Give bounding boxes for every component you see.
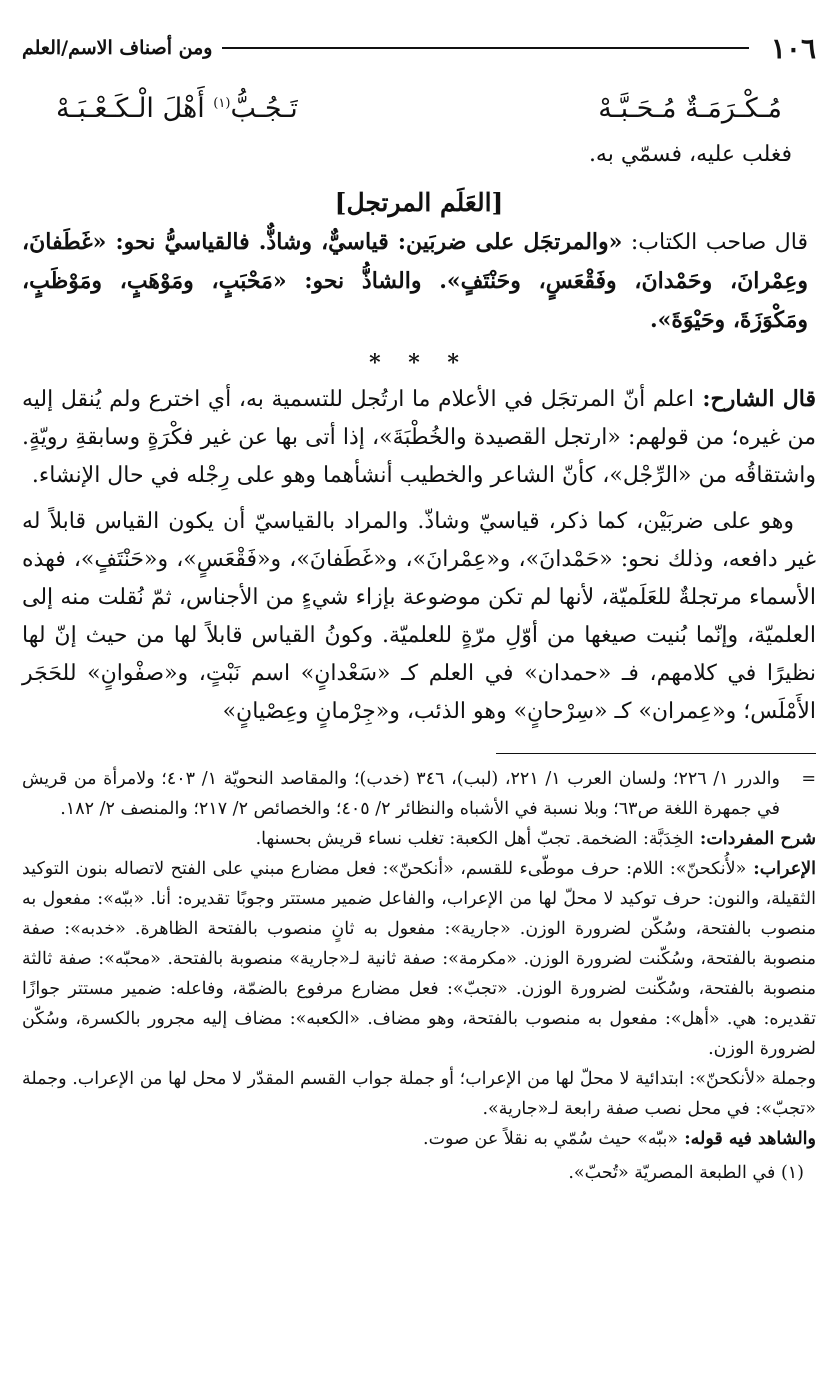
footnote-ref-1[interactable]: (١) <box>213 95 231 111</box>
irab-text: «لأُنكحنّ»: اللام: حرف موطّىء للقسم، «أنكحنّ»: فعل مضارع مبني على الفتح لاتصاله بنون التوكيد الثقيلة، والنون: حرف توكيد لا محلّ لها من الإعراب، والفاعل ضمير مستتر وجوبًا تقديره: أنا. «ببّه»: مفعول به منصوب بالفتحة، وسُكّن لضرورة الوزن. «جارية»: مفعول به ثانٍ منصوب بالفتحة الظاهرة. «خدبه»: صفة منصوبة بالفتحة، وسُكّنت لضرورة الوزن. «مكرمة»: صفة ثانية لـ«جارية» منصوبة بالفتحة. «محبّه»: صفة ثالثة منصوبة بالفتحة، وسُكّنت لضرورة الوزن. «تجبّ»: فعل مضارع مرفوع بالضمّة، وفاعله: ضمير مستتر جوازًا تقديره: هي. «أهل»: مفعول به منصوب بالفتحة، وهو مضاف. «الكعبه»: مضاف إليه مجرور بالكسرة، وسُكّن لضرورة الوزن. <box>22 859 816 1059</box>
commentary-paragraph <box>22 380 816 495</box>
verse-hemistich-first-b: تَـجُـبُّ <box>230 92 298 124</box>
section-heading: [العَلَم المرتجل] <box>334 188 504 217</box>
shahid-note <box>22 1124 816 1154</box>
after-verse-text: فغلب عليه، فسمّي به. <box>588 142 792 167</box>
verse-hemistich-first-a: مُـكْـرَمَـةٌ مُـحَـبَّـهْ <box>598 92 782 124</box>
footnote-1-number: (١) <box>780 1163 804 1183</box>
commentary-text-1: اعلم أنّ المرتجَل في الأعلام ما ارتُجل للتسمية به، أي اخترع ولم يُنقل إليه من غيره؛ من قولهم: «ارتجل القصيدة والخُطْبَةَ»، إذا أتى بها عن غير فكْرَةٍ وسابقةِ رويّةٍ. واشتقاقُه من «الرِّجْل»، كأنّ الشاعر والخطيب أنشأهما وهو على رِجْله في حال الإنشاء. <box>22 387 816 488</box>
header-rule <box>222 47 748 49</box>
irab-note <box>22 854 816 1064</box>
verse-hemistich-first <box>598 93 782 124</box>
author-text <box>22 223 816 340</box>
vocab-text: الخِدَبَّة: الضخمة. تجبّ أهل الكعبة: تغلب نساء قريش بحسنها. <box>255 829 694 849</box>
vocab-label: شرح المفردات: <box>693 829 816 849</box>
footnote-sources: والدرر ١/ ٢٢٦؛ ولسان العرب ١/ ٢٢١، (لبب)، ٣٤٦ (خدب)؛ والمقاصد النحويّة ١/ ٤٠٣؛ ولامرأة من قريش في جمهرة اللغة ص٦٣؛ وبلا نسبة في الأشباه والنظائر ٢/ ٤٠٥؛ والخصائص ٢/ ٢١٧؛ والمنصف ٢/ ١٨٢. <box>22 769 780 819</box>
page-header <box>22 28 816 68</box>
shahid-label: والشاهد فيه قوله: <box>678 1129 816 1149</box>
verse-hemistich-2: أَهْلَ الْـكَـعْـبَـهْ <box>56 92 205 124</box>
footnote-continuation <box>22 764 816 824</box>
author-text-intro: قال صاحب الكتاب: <box>622 230 808 255</box>
shahid-text: «ببّه» حيث سُمّي به نقلاً عن صوت. <box>423 1129 679 1149</box>
author-text-quote: «والمرتجَل على ضربَين: قياسيٌّ، وشاذٌّ. فالقياسيُّ نحو: «غَطَفانَ، وعِمْرانَ، وحَمْدانَ، وفَقْعَسٍ، وحَنْتَفٍ». والشاذُّ نحو: «مَحْبَبٍ، ومَوْهَبٍ، ومَوْظَبٍ، ومَكْوَزَةَ، وحَيْوَةَ». <box>22 229 808 333</box>
commentary-paragraph <box>22 503 816 731</box>
footnote-rule <box>496 753 816 754</box>
poetry-verse <box>56 84 782 132</box>
section-separator: * * * <box>369 350 469 376</box>
irab-label: الإعراب: <box>746 859 816 879</box>
commentary <box>22 380 816 731</box>
sentence-note: وجملة «لأنكحنّ»: ابتدائية لا محلّ لها من الإعراب؛ أو جملة جواب القسم المقدّر لا محل لها من الإعراب. وجملة «تجبّ»: في محل نصب صفة رابعة لـ«جارية». <box>22 1069 816 1119</box>
vocab-note <box>22 824 816 854</box>
footnotes <box>22 764 816 1188</box>
footnote-1-text: في الطبعة المصريّة «تُحبّ». <box>568 1163 781 1183</box>
continuation-marker: = <box>801 769 816 789</box>
footnote-1 <box>22 1158 816 1188</box>
verse-hemistich-second <box>56 93 298 124</box>
commentary-text-2: وهو على ضربَيْن، كما ذكر، قياسيّ وشاذّ. والمراد بالقياسيّ أن يكون القياس قابلاً له غير دافعه، وذلك نحو: «حَمْدانَ»، و«عِمْرانَ»، و«غَطَفانَ»، و«فَقْعَسٍ»، و«حَنْتَفٍ»، فهذه الأسماء مرتجلةٌ للعَلَميّة، لأنها لم تكن موضوعة بإزاء شيءٍ من الأجناس، ثمّ نُقلت منه إلى العلميّة، وإنّما بُنيت صيغها من أوّلِ مرّةٍ للعلميّة. وكونُ القياس قابلاً لها من حيث إنّ لها نظيرًا في كلامهم، فـ «حمدان» في العلم كـ «سَعْدانٍ» اسم نَبْتٍ، و«صفْوانٍ» للحَجَر الأَمْلَس؛ و«عِمران» كـ «سِرْحانٍ» وهو الذئب، و«جِرْمانٍ وعِصْيانٍ» <box>22 509 816 724</box>
commentary-label: قال الشارح: <box>694 386 816 412</box>
page-number: ١٠٦ <box>770 31 816 65</box>
running-title: ومن أصناف الاسم/العلم <box>22 37 213 59</box>
